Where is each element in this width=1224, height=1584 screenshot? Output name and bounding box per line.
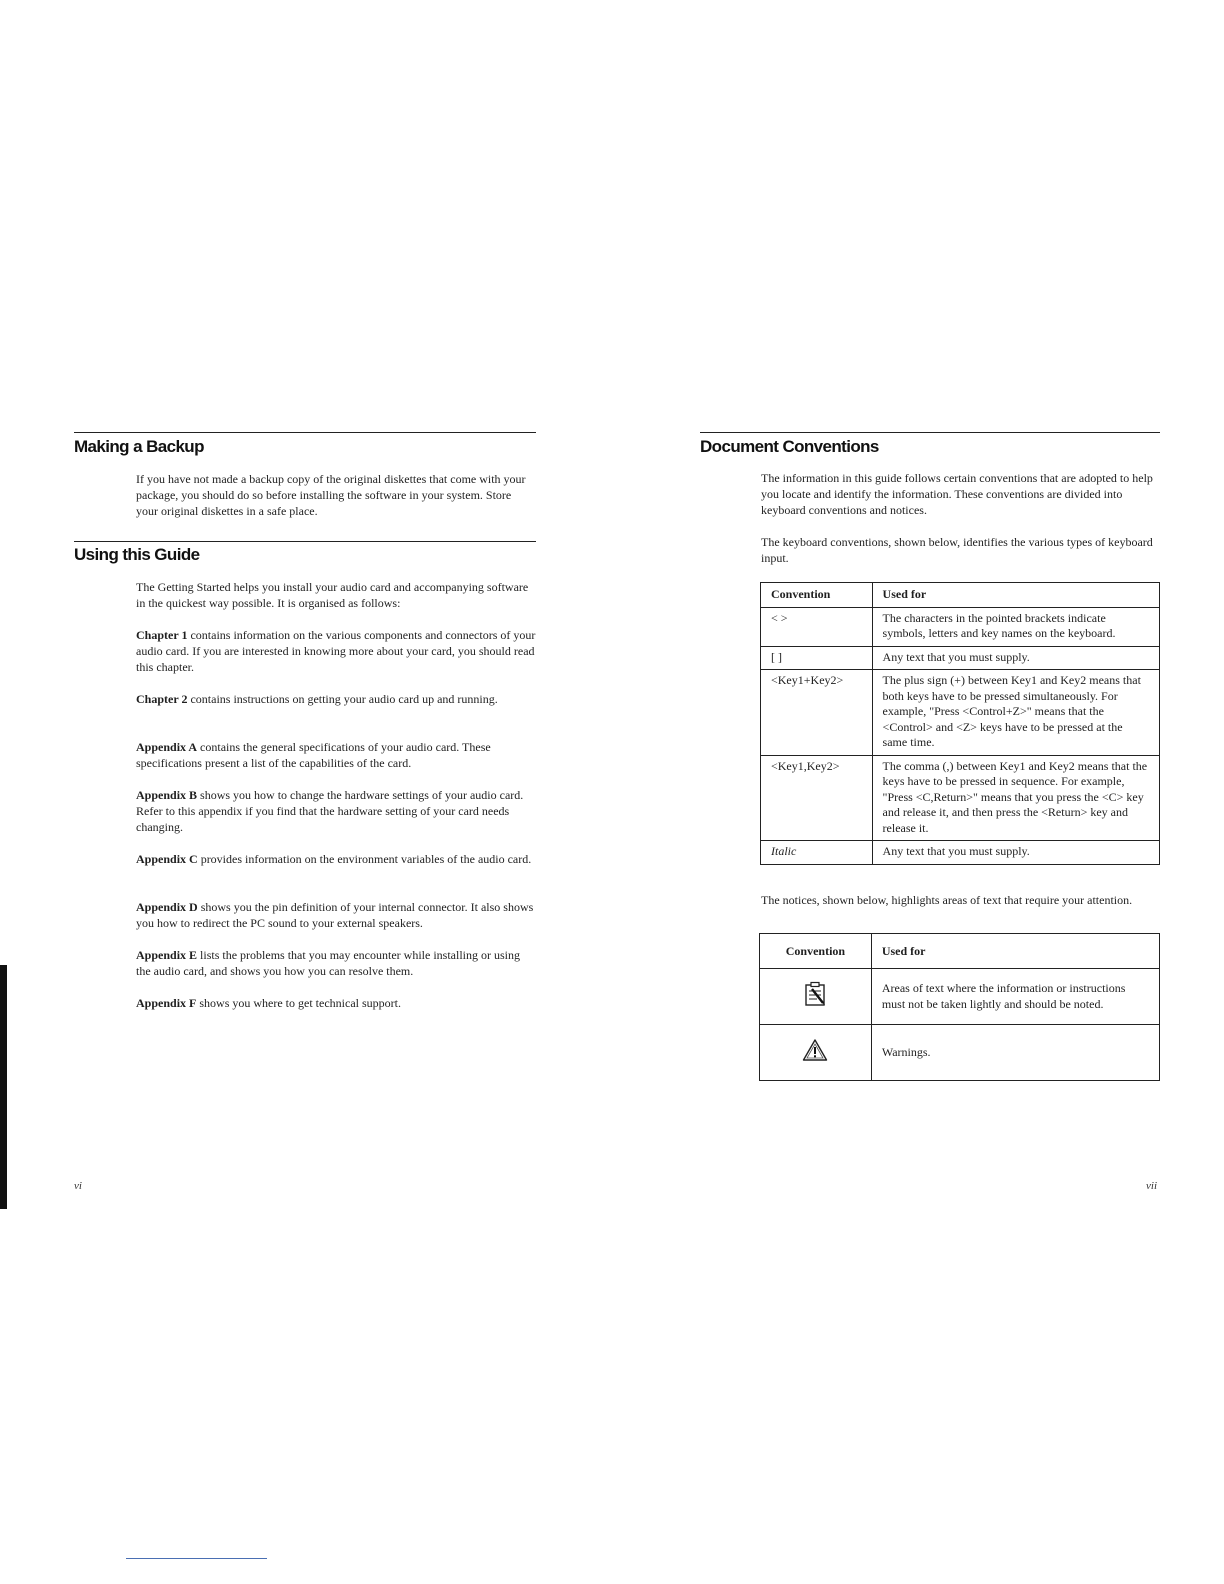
backup-section-rule <box>74 432 536 433</box>
guide-item-text: contains instructions on getting your audio card up and running. <box>187 692 498 706</box>
convention-cell: <Key1,Key2> <box>761 755 873 841</box>
used-for-column-header: Used for <box>872 583 1159 608</box>
guide-item-label: Chapter 1 <box>136 628 188 642</box>
table-row <box>760 969 1160 1025</box>
table-header-row <box>761 583 1160 608</box>
keyboard-intro-paragraph: The keyboard conventions, shown below, identifies the various types of keyboard input. <box>761 535 1153 565</box>
guide-item-text: lists the problems that you may encounter while installing or using the audio card, and shows you how you can resolve them. <box>136 948 520 978</box>
right-page <box>612 0 1224 1584</box>
guide-item-chapter-2 <box>136 691 536 707</box>
used-for-cell: Any text that you must supply. <box>872 646 1159 670</box>
used-for-cell: The plus sign (+) between Key1 and Key2 means that both keys have to be pressed simultaneously. For example, "Press <Control+Z>" means that the <Control> and <Z> keys have to be pressed at the same time. <box>872 670 1159 756</box>
guide-item-text: shows you the pin definition of your internal connector. It also shows you how to redirect the PC sound to your external speakers. <box>136 900 534 930</box>
guide-item-text: provides information on the environment variables of the audio card. <box>197 852 532 866</box>
guide-item-label: Appendix C <box>136 852 198 866</box>
notice-conventions-table <box>759 933 1160 1081</box>
table-header-row <box>760 934 1160 969</box>
notepad-note-icon <box>803 981 827 1007</box>
convention-cell: Italic <box>761 841 873 865</box>
table-row <box>761 755 1160 841</box>
convention-column-header: Convention <box>760 934 872 969</box>
guide-item-label: Chapter 2 <box>136 692 188 706</box>
used-for-cell: Any text that you must supply. <box>872 841 1159 865</box>
convention-cell: <Key1+Key2> <box>761 670 873 756</box>
guide-heading: Using this Guide <box>74 545 200 564</box>
guide-item-appendix-a <box>136 739 536 771</box>
convention-cell <box>760 969 872 1025</box>
convention-cell <box>760 1025 872 1081</box>
used-for-cell: The characters in the pointed brackets indicate symbols, letters and key names on the keyboard. <box>872 607 1159 646</box>
used-for-cell: Areas of text where the information or instructions must not be taken lightly and should be noted. <box>871 969 1159 1025</box>
conventions-section-rule <box>700 432 1160 433</box>
warning-triangle-icon <box>802 1038 828 1062</box>
keyboard-conventions-table <box>760 582 1160 865</box>
used-for-cell: Warnings. <box>871 1025 1159 1081</box>
conventions-intro-paragraph: The information in this guide follows certain conventions that are adopted to help you locate and identify the information. These conventions are divided into keyboard conventions and notices. <box>761 471 1153 517</box>
notices-intro-paragraph: The notices, shown below, highlights areas of text that require your attention. <box>761 893 1133 907</box>
used-for-column-header: Used for <box>871 934 1159 969</box>
guide-item-label: Appendix F <box>136 996 197 1010</box>
guide-item-label: Appendix E <box>136 948 198 962</box>
page-number-right: vii <box>1146 1180 1157 1192</box>
guide-intro-paragraph: The Getting Started helps you install your audio card and accompanying software in the quickest way possible. It is organised as follows: <box>136 580 529 610</box>
guide-item-text: contains the general specifications of your audio card. These specifications present a list of the capabilities of the card. <box>136 740 491 770</box>
guide-item-label: Appendix D <box>136 900 198 914</box>
table-row <box>760 1025 1160 1081</box>
table-row <box>761 670 1160 756</box>
guide-item-label: Appendix A <box>136 740 198 754</box>
guide-item-appendix-d <box>136 899 536 931</box>
backup-heading: Making a Backup <box>74 437 204 456</box>
guide-item-text: shows you how to change the hardware settings of your audio card. Refer to this appendix if you find that the hardware setting of your card needs changing. <box>136 788 524 834</box>
guide-item-chapter-1 <box>136 627 536 675</box>
guide-section-rule <box>74 541 536 542</box>
convention-column-header: Convention <box>761 583 873 608</box>
scan-edge-bar <box>0 965 7 1209</box>
table-row <box>761 646 1160 670</box>
table-row <box>761 841 1160 865</box>
guide-item-label: Appendix B <box>136 788 198 802</box>
guide-item-appendix-b <box>136 787 536 835</box>
used-for-cell: The comma (,) between Key1 and Key2 means that the keys have to be pressed in sequence. For example, "Press <C,Return>" means that you press the <C> key and release it, and then press the <Return> key and release it. <box>872 755 1159 841</box>
scan-artifact-line <box>126 1558 267 1559</box>
page-number-left: vi <box>74 1180 82 1192</box>
guide-item-appendix-e <box>136 947 536 979</box>
conventions-heading: Document Conventions <box>700 437 879 456</box>
table-row <box>761 607 1160 646</box>
guide-item-appendix-f <box>136 995 536 1011</box>
guide-item-text: shows you where to get technical support. <box>196 996 401 1010</box>
backup-paragraph: If you have not made a backup copy of the original diskettes that come with your package, you should do so before installing the software in your system. Store your original diskettes in a safe place. <box>136 472 526 518</box>
guide-item-text: contains information on the various components and connectors of your audio card. If you are interested in knowing more about your card, you should read this chapter. <box>136 628 536 674</box>
convention-cell: [ ] <box>761 646 873 670</box>
guide-item-appendix-c <box>136 851 536 867</box>
convention-cell: < > <box>761 607 873 646</box>
